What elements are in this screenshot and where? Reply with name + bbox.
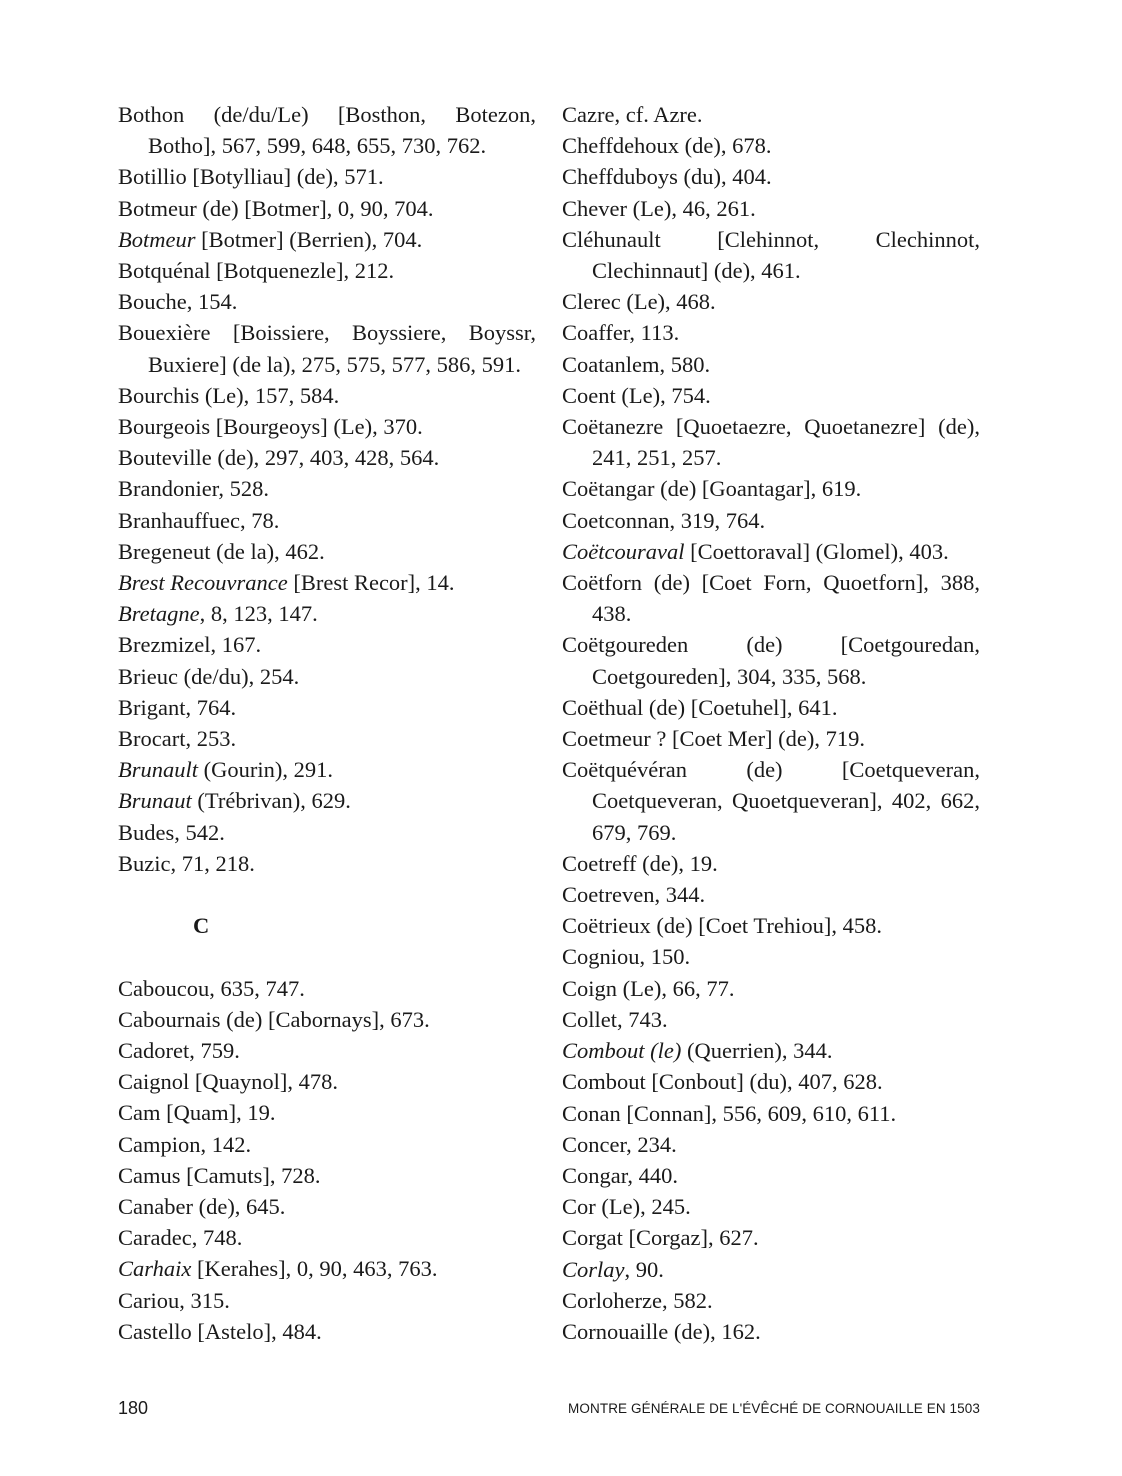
index-entry (118, 692, 536, 723)
index-entry (118, 629, 536, 660)
index-entry-text: Brieuc (de/du), 254. (118, 663, 300, 689)
index-entry (118, 598, 536, 629)
index-entry-text: Corgat [Corgaz], 627. (562, 1225, 759, 1251)
index-entry (562, 910, 980, 941)
index-entry (562, 317, 980, 348)
index-entry-text: Campion, 142. (118, 1131, 252, 1157)
index-entry-text: Coatanlem, 580. (562, 351, 711, 377)
index-entry-text: Clerec (Le), 468. (562, 289, 716, 315)
index-entry-text: Coëtanezre [Quoetaezre, Quoetanezre] (de), 241, 251, 257. (562, 414, 980, 471)
index-entry-text: Coetreff (de), 19. (562, 850, 718, 876)
index-entry (562, 473, 980, 504)
index-entry-text: Cheffdehoux (de), 678. (562, 133, 772, 159)
index-entry (562, 1035, 980, 1066)
index-entry-text: (Trébrivan), 629. (191, 788, 351, 814)
index-entry-text: Cam [Quam], 19. (118, 1100, 276, 1126)
index-entry (562, 1254, 980, 1285)
index-entry (118, 193, 536, 224)
index-entry (118, 411, 536, 442)
index-entry (562, 848, 980, 879)
left-entries-c (118, 973, 536, 1347)
index-entry-text: Concer, 234. (562, 1131, 677, 1157)
index-entry-place: Carhaix (118, 1256, 192, 1282)
index-entry (562, 941, 980, 972)
index-entry (118, 723, 536, 754)
index-entry-text: Cor (Le), 245. (562, 1194, 691, 1220)
index-entry-place: Botmeur (118, 226, 196, 252)
index-entry-text: Coëtangar (de) [Goantagar], 619. (562, 476, 862, 502)
index-entry (562, 629, 980, 691)
index-entry-text: Conan [Connan], 556, 609, 610, 611. (562, 1100, 897, 1126)
index-entry-text: Bouche, 154. (118, 289, 238, 315)
index-entry (118, 442, 536, 473)
index-entry (118, 224, 536, 255)
index-entry-text: Coëtquévéran (de) [Coetqueveran, Coetqueveran, Quoetqueveran], 402, 662, 679, 769. (562, 757, 980, 845)
index-entry (562, 723, 980, 754)
index-entry-place: Brest Recouvrance (118, 570, 288, 596)
right-index-column (562, 99, 980, 1347)
index-entry-text: Chever (Le), 46, 261. (562, 195, 756, 221)
index-entry-text: Coetreven, 344. (562, 882, 706, 908)
index-entry (118, 973, 536, 1004)
index-entry-text: Botmeur (de) [Botmer], 0, 90, 704. (118, 195, 434, 221)
index-entry-text: Cogniou, 150. (562, 944, 691, 970)
index-entry-text: Botquénal [Botquenezle], 212. (118, 258, 395, 284)
index-entry (118, 1035, 536, 1066)
index-entry-text: Caradec, 748. (118, 1225, 243, 1251)
index-entry-text: Cazre, cf. Azre. (562, 102, 703, 127)
index-entry (562, 1066, 980, 1097)
index-entry (118, 1097, 536, 1128)
index-entry-text: Cabournais (de) [Cabornays], 673. (118, 1006, 430, 1032)
index-entry-text: Collet, 743. (562, 1006, 668, 1032)
index-entry-text: Caboucou, 635, 747. (118, 975, 305, 1001)
index-entry-text: Brigant, 764. (118, 694, 237, 720)
index-entry (118, 1191, 536, 1222)
index-entry (562, 349, 980, 380)
index-entry-text: Brezmizel, 167. (118, 632, 262, 658)
index-entry-text: Brocart, 253. (118, 726, 237, 752)
index-entry-text: Bregeneut (de la), 462. (118, 538, 325, 564)
index-entry-text: , 90. (624, 1256, 664, 1282)
section-gap (118, 879, 536, 910)
index-entry (562, 193, 980, 224)
index-entry (562, 567, 980, 629)
index-entry (118, 286, 536, 317)
index-entry-text: Camus [Camuts], 728. (118, 1162, 321, 1188)
index-entry-text: Combout [Conbout] (du), 407, 628. (562, 1069, 883, 1095)
index-entry-place: Brunaut (118, 788, 192, 814)
index-entry (562, 879, 980, 910)
index-entry-text: Bouexière [Boissiere, Boyssiere, Boyssr, Buxiere] (de la), 275, 575, 577, 586, 591. (118, 320, 536, 377)
index-entry-text: Congar, 440. (562, 1162, 678, 1188)
index-entry-text: (Gourin), 291. (198, 757, 333, 783)
running-title: MONTRE GÉNÉRALE DE L'ÉVÊCHÉ DE CORNOUAILLE EN 1503 (568, 1401, 980, 1416)
index-entry-text: (Querrien), 344. (681, 1038, 833, 1064)
index-entry (118, 1129, 536, 1160)
index-entry-text: Cariou, 315. (118, 1287, 230, 1313)
index-entry-text: Coëthual (de) [Coetuhel], 641. (562, 694, 838, 720)
index-entry (562, 99, 980, 130)
index-entry-text: [Brest Recor], 14. (287, 570, 455, 596)
index-entry-place: Coëtcouraval (562, 538, 685, 564)
index-entry-text: Brandonier, 528. (118, 476, 269, 502)
index-entry-place: Corlay (562, 1256, 625, 1282)
index-entry-text: Cornouaille (de), 162. (562, 1318, 761, 1344)
index-entry (118, 1316, 536, 1347)
index-entry-text: Coent (Le), 754. (562, 382, 711, 408)
index-entry (118, 785, 536, 816)
index-entry-text: Budes, 542. (118, 819, 225, 845)
index-entry (118, 1285, 536, 1316)
index-entry (118, 99, 536, 161)
left-index-column (118, 99, 536, 1347)
index-entry-text: Coetmeur ? [Coet Mer] (de), 719. (562, 726, 866, 752)
index-entry (118, 536, 536, 567)
index-entry-text: Canaber (de), 645. (118, 1194, 286, 1220)
index-entry (562, 130, 980, 161)
right-entries (562, 99, 980, 1347)
index-entry (562, 1160, 980, 1191)
index-entry-text: Bouteville (de), 297, 403, 428, 564. (118, 445, 440, 471)
index-entry (562, 161, 980, 192)
index-entry (118, 1004, 536, 1035)
index-entry (118, 161, 536, 192)
section-letter: C (193, 913, 210, 939)
index-entry-text: , 8, 123, 147. (199, 601, 318, 627)
index-entry (562, 1098, 980, 1129)
index-entry (562, 754, 980, 848)
index-entry-text: Bourchis (Le), 157, 584. (118, 382, 340, 408)
index-entry (118, 1253, 536, 1284)
index-entry (562, 1316, 980, 1347)
index-entry (562, 380, 980, 411)
index-entry-text: Bourgeois [Bourgeoys] (Le), 370. (118, 414, 423, 440)
index-entry (562, 411, 980, 473)
index-entry (562, 286, 980, 317)
index-entry-text: Buzic, 71, 218. (118, 850, 255, 876)
index-entry-text: Coaffer, 113. (562, 320, 680, 346)
index-entry-text: Branhauffuec, 78. (118, 507, 280, 533)
index-entry (562, 1222, 980, 1253)
index-entry (118, 317, 536, 379)
index-entry (118, 567, 536, 598)
index-entry (562, 1129, 980, 1160)
index-entry-text: [Botmer] (Berrien), 704. (195, 226, 423, 252)
index-entry-text: Coëtforn (de) [Coet Forn, Quoetforn], 388, 438. (562, 570, 980, 627)
index-entry-text: Corloherze, 582. (562, 1287, 713, 1313)
index-entry-place: Brunault (118, 757, 199, 783)
index-entry-text: Cadoret, 759. (118, 1038, 240, 1064)
index-entry (118, 817, 536, 848)
index-entry-text: Castello [Astelo], 484. (118, 1318, 322, 1344)
index-entry (562, 536, 980, 567)
index-entry-text: Cheffduboys (du), 404. (562, 164, 772, 190)
index-entry (118, 1066, 536, 1097)
index-entry-place: Combout (le) (562, 1038, 682, 1064)
index-entry-text: [Kerahes], 0, 90, 463, 763. (191, 1256, 438, 1282)
index-entry (118, 754, 536, 785)
left-entries (118, 99, 536, 879)
page-number: 180 (118, 1398, 149, 1418)
index-entry (562, 692, 980, 723)
index-entry-text: Bothon (de/du/Le) [Bosthon, Botezon, Botho], 567, 599, 648, 655, 730, 762. (118, 102, 536, 159)
index-entry-text: Coëtgoureden (de) [Coetgouredan, Coetgoureden], 304, 335, 568. (562, 632, 980, 689)
index-entry (562, 1285, 980, 1316)
index-entry (562, 973, 980, 1004)
index-entry (562, 505, 980, 536)
index-entry (562, 1004, 980, 1035)
index-entry-text: Coëtrieux (de) [Coet Trehiou], 458. (562, 913, 882, 939)
index-entry (118, 505, 536, 536)
index-entry (118, 255, 536, 286)
index-entry (118, 848, 536, 879)
index-entry-text: [Coettoraval] (Glomel), 403. (684, 538, 949, 564)
index-entry (118, 1160, 536, 1191)
index-entry-text: Caignol [Quaynol], 478. (118, 1069, 338, 1095)
index-entry (118, 1222, 536, 1253)
index-entry (118, 473, 536, 504)
index-entry-text: Coetconnan, 319, 764. (562, 507, 766, 533)
index-entry-text: Botillio [Botylliau] (de), 571. (118, 164, 384, 190)
index-entry-place: Bretagne (118, 601, 200, 627)
index-entry (562, 224, 980, 286)
section-gap (118, 941, 536, 972)
index-entry-text: Cléhunault [Clehinnot, Clechinnot, Clechinnaut] (de), 461. (562, 226, 980, 284)
index-entry (562, 1191, 980, 1222)
index-entry-text: Coign (Le), 66, 77. (562, 975, 735, 1001)
index-entry (118, 661, 536, 692)
index-entry (118, 380, 536, 411)
